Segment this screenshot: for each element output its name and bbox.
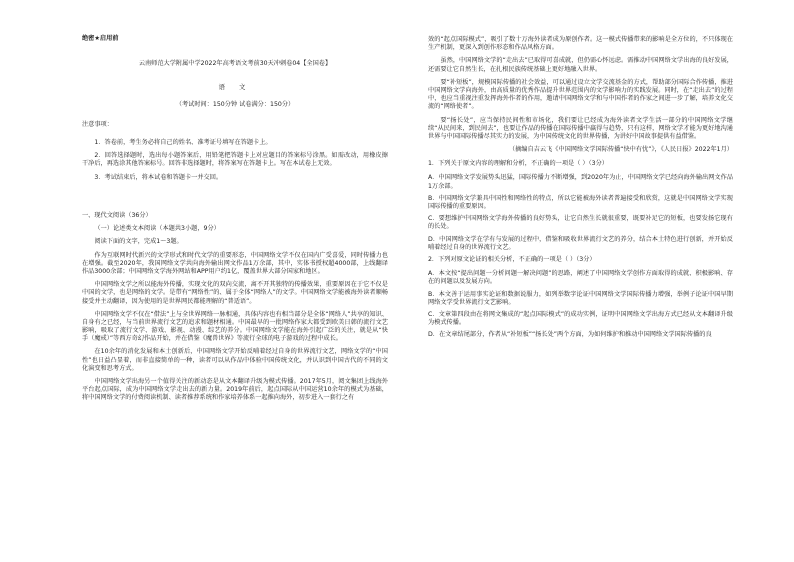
question-2-stem: 2．下列对原文论证的相关分析，不正确的一项是（ ）（3分）	[428, 255, 596, 263]
article-paragraph: 效的“起点国际模式”，吸引了数十万海外读者成为原创作者。这一模式传播带来的影响是全方位的，不只体现在生产机制，更深入到创作形态和作品风格方面。	[428, 36, 733, 52]
reading-section	[82, 212, 388, 408]
question-1-option-b: B．中国网络文学兼具中国性和网络性的特点，所以它能被海外读者普遍接受和欣赏，这就是中国网络文学实现国际传播的重要原因。	[428, 194, 733, 210]
question-2-option-c: C．文章第四段由在将网文集成的“起点国际模式”的成功实例，证明中国网络文学出海方式已经从文本翻译升级为模式传播。	[428, 310, 733, 327]
reading-instruction: 阅读下面的文字，完成1～3题。	[94, 238, 183, 246]
notes-list	[82, 139, 388, 187]
section-heading: 一、现代文阅读（36分）	[82, 212, 152, 219]
exam-title: 云南师范大学附属中学2022年高考语文考前30天冲刺卷04【全国卷】	[138, 60, 332, 67]
question-2-option-b: B．本文善于运用事实论证和数据说服力，如列举数字论证中国网络文学国际传播力增强，举例子论证中国早期网络文学受世界流行文艺影响。	[428, 290, 733, 306]
article-paragraph: 要“补短板”，规模国际传播的社会效益，可以通过设立文学交流基金的方式，帮助部分国际合作传播，推进中国网络文学向海外，由高质量的优秀作品提升世界范围内的文学影响力的实践发展。同时，在“走出去”的过程中，也应当重视注重发挥海外作者的作用，邀请中国网络文学和与中国作者的作家之间进一步了解，培养文化交流的“网络使者”。	[428, 78, 733, 111]
confidential-stamp: 绝密★启用前	[82, 35, 119, 42]
article-paragraph: 要“扬长处”，应当保持民间性和市场化，我们要让已经成为海外读者文学生活一部分的中国网络文学继续“从民间来，到民间去”，也要让作品的传播在国际传播中赢得与趋势，只有这样，网络文学才能为更好地沟通世界与中国国际传播尽其实力的发展，为中国传统文化的世界传播，为讲好中国故事提供有益借鉴。	[428, 116, 733, 140]
article-paragraph: 中国网络文学不仅在“借法”上与全世界网络一脉相通，具体内容也有相当部分是全体“网络人”共享的知识、自身有之已经，与当前世界流行文艺的追求和题材相通。中国最早的一批网络作家大都受到欧美日韩的流行文艺影响，吸取了流行文学、游戏、影视、动漫、综艺的养分。中国网络文学能在海外引起广泛的关注，就是从“快手（魔戒）”等西方奇幻作品开始，并在借鉴《魔兽世界》等流行全球的电子游戏的过程中成长。	[82, 310, 388, 343]
exam-meta: （考试时间：150分钟 试卷满分：150分）	[175, 101, 295, 108]
question-1-stem: 1．下列关于原文内容的理解和分析，不正确的一项是（ ）（3分）	[428, 160, 608, 168]
article-paragraph: 中国网络文学之所以能海外传播，实现文化的双向交流，离不开其独特的传播效果，重要原因在于它不仅是中国的文学，也是网络的文学。是带有“网络性”的、属于全体“网络人”的文学。中国网络文学能被海外读者顺畅接受并主动翻译，因为使用的是世界网民都能理解的“普适语”。	[82, 281, 388, 305]
article-paragraph: 在10余年的消化发展和本土创新后，中国网络文学开始反哺着经过自身的世界流行文艺，网络文学的“中国性”也日益凸显着，而非直接简单的一种，读者可以从作品中体验中国传统文化，并认识到中国古代的不同的文化演变和思考方式。	[82, 348, 388, 372]
article-continuation	[428, 36, 733, 343]
question-2-option-d: D．在文章结尾部分，作者从“补短板”“扬长处”两个方面，为如何维护和推动中国网络文学国际传播的良	[428, 331, 712, 339]
article-paragraph: 虽然，中国网络文学的“走出去”已取得可喜成就，但仍需心怀远虑。需推动中国网络文学出海的良好发展，还需要让它自然生长，在扎根民族传统基础上更好地融入世界。	[428, 57, 733, 73]
question-1-option-c: C．要想维护中国网络文学海外传播的良好势头，让它自然生长就很重要，既要补足它的短板，也要发扬它现有的长处。	[428, 215, 733, 231]
note-item: 3．考试结束后，将本试卷和答题卡一并交回。	[94, 173, 223, 181]
article-paragraph: 作为互联网时代新兴的文学形式和时代文学的重要形态，中国网络文学不仅在国内广受喜爱，同时传播力也在增强。截至2020年，我国网络文学共向海外输出网文作品1万余部，其中，实体书授权超4000部，上线翻译作品3000余部；中国网络文学海外网站和APP用户约1亿，覆盖世界大部分国家和地区。	[82, 251, 388, 275]
question-2-option-a: A．本文按“提出问题一分析问题一解决问题”的思路，阐述了中国网络文学创作方面取得的成就、积极影响、存在的问题以及发展方向。	[428, 270, 733, 286]
article-paragraph: 中国网络文学出海另一个值得关注的新动态是从文本翻译升级为模式传播。2017年5月，阅文集团上线海外平台起点国际，成为中国网络文学走出去的新力量。2019年前后，起点国际从中国运营10余年的模式为基础，将中国网络文学的付费阅读机制、读者推荐系统和作家培养体系一起推向海外，初步进入一套行之有	[82, 378, 388, 402]
question-1-option-a: A．中国网络文学发展势头迅猛，国际传播力不断增强，到2020年为止，中国网络文学已经向海外输出网文作品1万余部。	[428, 174, 733, 190]
article-source: （摘编自吉云飞《中国网络文学国际传播“快中有忧”》，《人民日报》2022年1月）	[508, 146, 733, 154]
note-item: 2．回答选择题时，选出每小题答案后，用铅笔把答题卡上对应题目的答案标号涂黑。如需改动，用橡皮擦干净后，再选涂其他答案标号。回答非选择题时，将答案写在答题卡上。写在本试卷上无效。	[82, 152, 388, 168]
question-1-option-d: D．中国网络文学在学有与发展的过程中，借鉴和吸收世界流行文艺的养分，结合本土特色进行创新，并开始反哺着经过自身的世界流行文艺。	[428, 235, 733, 251]
right-column	[428, 0, 733, 562]
left-column	[82, 0, 388, 562]
subject-title: 语 文	[218, 83, 252, 91]
note-item: 1．答卷前，考生务必将自己的姓名、准考证号填写在答题卡上。	[94, 139, 272, 146]
notes-heading: 注意事项：	[82, 121, 113, 128]
subsection-heading: （一）论述类文本阅读（本题共3小题，9分）	[94, 225, 220, 233]
